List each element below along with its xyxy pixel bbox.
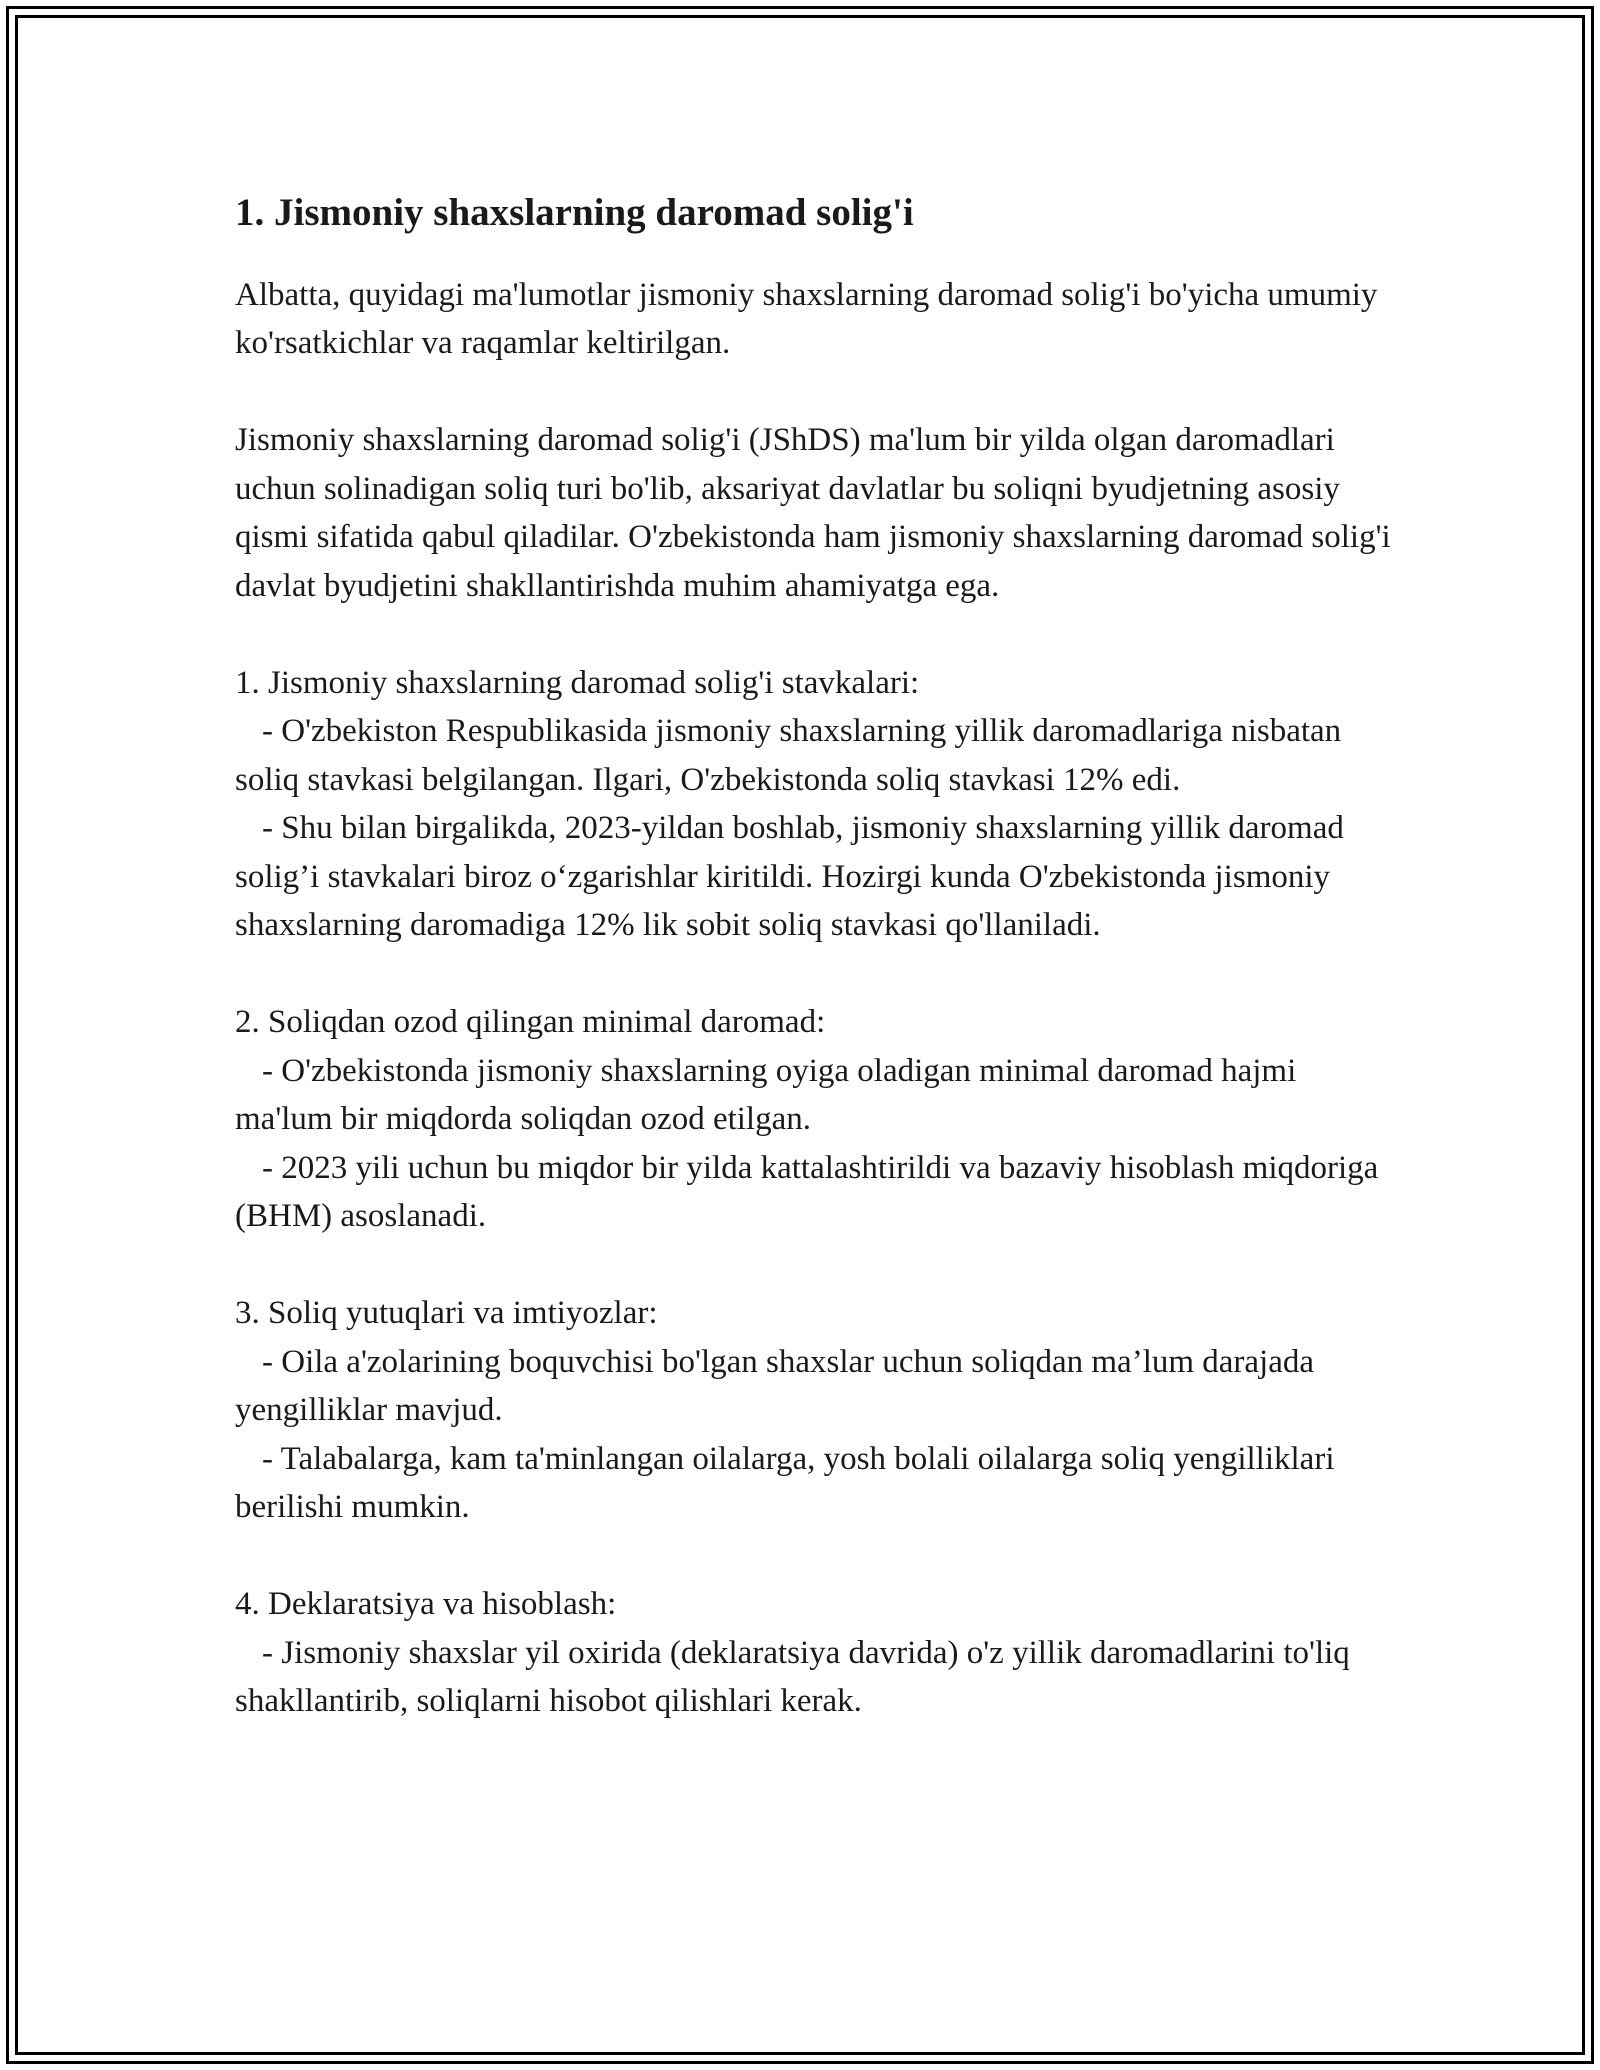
document-body (235, 182, 1395, 1774)
bullet-item: - Oila a'zolarining boquvchisi bo'lgan shaxslar uchun soliqdan ma’lum darajada yengilliklar mavjud. (235, 1343, 1315, 1429)
section-title: 1. Jismoniy shaxslarning daromad solig'i stavkalari: (235, 664, 920, 701)
document-heading: 1. Jismoniy shaxslarning daromad solig'i (235, 191, 914, 234)
bullet-item: - Talabalarga, kam ta'minlangan oilalarga, yosh bolali oilalarga soliq yengilliklari berilishi mumkin. (235, 1440, 1335, 1526)
bullet-item: - Shu bilan birgalikda, 2023-yildan boshlab, jismoniy shaxslarning yillik daromad solig’i stavkalari biroz o‘zgarishlar kiritildi. Hozirgi kunda O'zbekistonda jismoniy shaxslarning daromadiga 12% lik sobit soliq stavkasi qo'llaniladi. (235, 810, 1344, 944)
section-declaration (235, 1580, 1395, 1726)
overview-paragraph: Jismoniy shaxslarning daromad solig'i (JShDS) ma'lum bir yilda olgan daromadlari uchun solinadigan soliq turi bo'lib, aksariyat davlatlar bu soliqni byudjetning asosiy qismi sifatida qabul qiladilar. O'zbekistonda ham jismoniy shaxslarning daromad solig'i davlat byudjetini shakllantirishda muhim ahamiyatga ega. (235, 422, 1391, 604)
bullet-item: - 2023 yili uchun bu miqdor bir yilda kattalashtirildi va bazaviy hisoblash miqdoriga (BHM) asoslanadi. (235, 1149, 1379, 1235)
intro-paragraph: Albatta, quyidagi ma'lumotlar jismoniy shaxslarning daromad solig'i bo'yicha umumiy ko'rsatkichlar va raqamlar keltirilgan. (235, 276, 1378, 362)
bullet-item: - Jismoniy shaxslar yil oxirida (deklaratsiya davrida) o'z yillik daromadlarini to'liq shakllantirib, soliqlarni hisobot qilishlari kerak. (235, 1634, 1350, 1720)
section-title: 3. Soliq yutuqlari va imtiyozlar: (235, 1295, 658, 1332)
section-benefits (235, 1289, 1395, 1532)
section-title: 2. Soliqdan ozod qilingan minimal daromad: (235, 1004, 826, 1041)
bullet-item: - O'zbekiston Respublikasida jismoniy shaxslarning yillik daromadlariga nisbatan soliq stavkasi belgilangan. Ilgari, O'zbekistonda soliq stavkasi 12% edi. (235, 713, 1342, 798)
bullet-item: - O'zbekistonda jismoniy shaxslarning oyiga oladigan minimal daromad hajmi ma'lum bir miqdorda soliqdan ozod etilgan. (235, 1052, 1297, 1138)
section-minimal-income (235, 998, 1395, 1241)
section-rates (235, 659, 1395, 950)
section-title: 4. Deklaratsiya va hisoblash: (235, 1586, 617, 1623)
